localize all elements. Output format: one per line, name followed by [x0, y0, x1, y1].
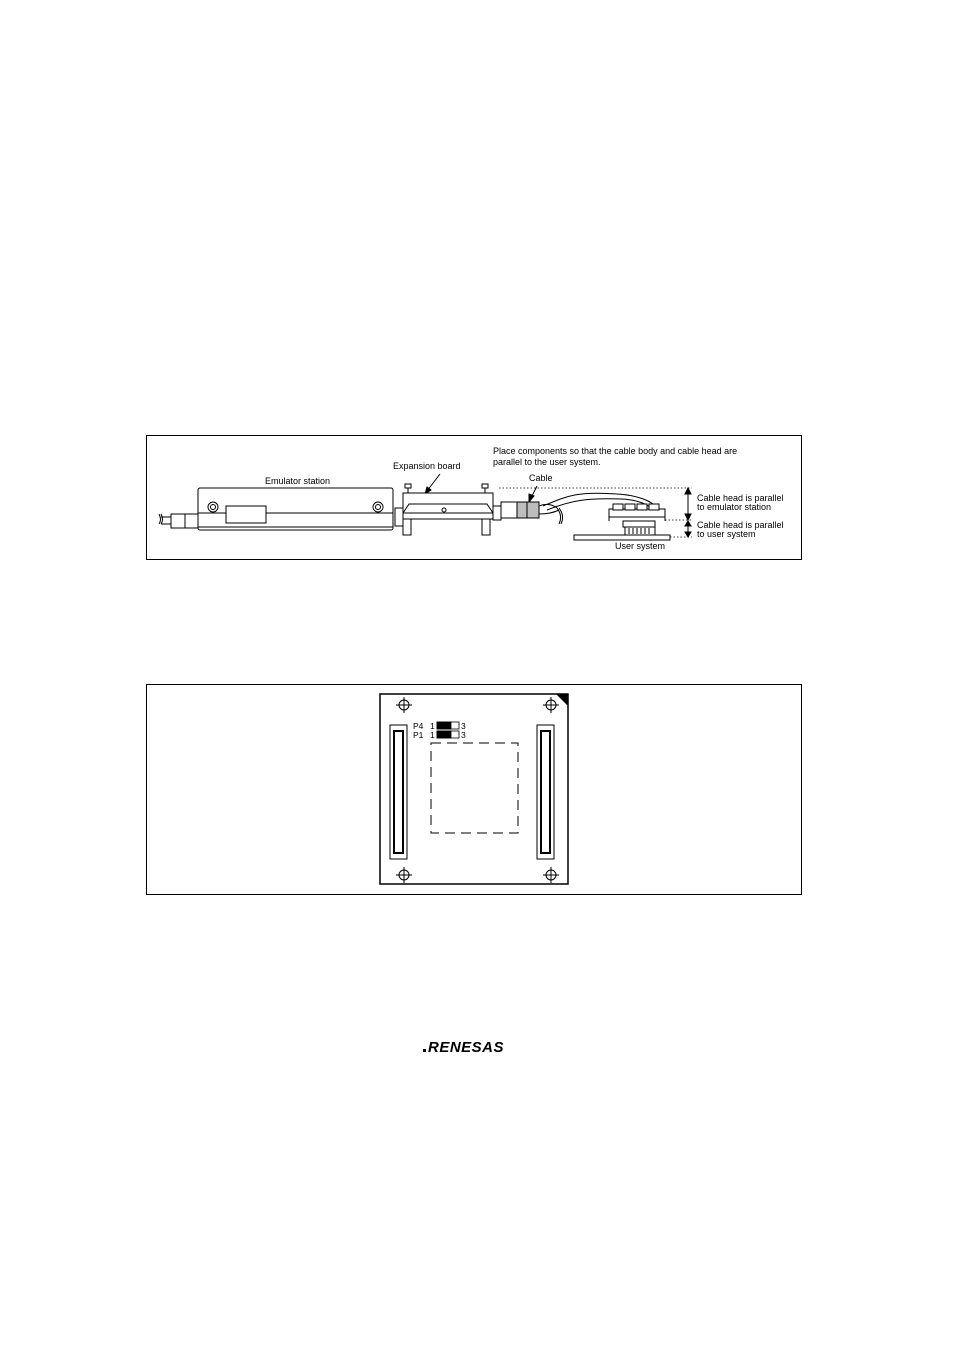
jumper-p1-switch [437, 731, 459, 738]
power-cord [159, 514, 198, 528]
renesas-logo [420, 1036, 530, 1058]
note-emulator-line-1: Cable head is parallel [697, 493, 784, 503]
cable-arrow [529, 486, 537, 502]
connection-diagram-figure [146, 435, 802, 560]
board-layout-svg [147, 685, 803, 896]
note-emulator-line-2: to emulator station [697, 502, 772, 512]
emulator-station-body [198, 488, 393, 530]
note-user-line-2: to user system [697, 529, 756, 539]
dimension-arrows [685, 488, 691, 537]
left-connector [390, 725, 407, 859]
board-layout-figure [146, 684, 802, 895]
expansion-board [395, 484, 501, 535]
jumper-p4-pin-end: 3 [461, 721, 466, 731]
connection-diagram-svg [147, 436, 803, 561]
emulator-station-label: Emulator station [265, 476, 331, 486]
jumper-p1-pin-end: 3 [461, 730, 466, 740]
jumper-p4-switch [437, 722, 459, 729]
jumper-p1-pin-start: 1 [430, 730, 435, 740]
instruction-line-2: parallel to the user system. [493, 457, 601, 467]
expansion-board-arrow [425, 474, 440, 494]
user-system-board [574, 535, 670, 540]
jumper-p4-name: P4 [413, 721, 424, 731]
jumper-p4-pin-start: 1 [430, 721, 435, 731]
instruction-line-1: Place components so that the cable body and cable head are [493, 446, 738, 456]
note-user-line-1: Cable head is parallel [697, 520, 784, 530]
user-system-label: User system [615, 541, 666, 551]
cable-label: Cable [529, 473, 553, 483]
right-connector [537, 725, 554, 859]
jumper-p1-name: P1 [413, 730, 424, 740]
expansion-board-label: Expansion board [393, 461, 461, 471]
logo-text: RENESAS [428, 1039, 505, 1056]
cable-head [609, 504, 665, 535]
logo-dot [423, 1049, 426, 1052]
